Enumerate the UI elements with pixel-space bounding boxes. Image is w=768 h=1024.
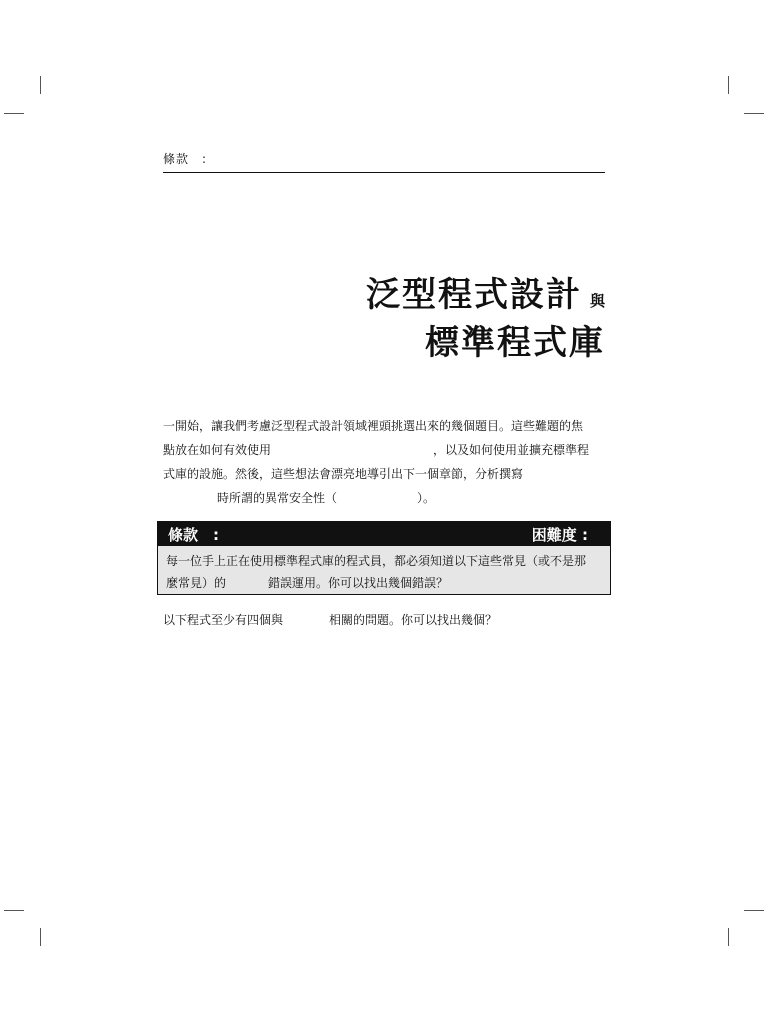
chapter-title-conjunction: 與 <box>589 292 605 310</box>
followup-paragraph <box>163 610 497 630</box>
item-box <box>157 521 611 595</box>
crop-mark-bottom-left-horizontal <box>4 910 24 911</box>
intro-line-2-start: 點放在如何有效使用 <box>163 443 272 457</box>
intro-line-2-end: ，以及如何使用並擴充標準程 <box>433 443 590 457</box>
crop-mark-top-right-vertical <box>728 76 729 94</box>
intro-paragraph <box>163 414 605 510</box>
difficulty-label: 困難度 : <box>531 525 588 544</box>
item-question <box>158 546 610 594</box>
crop-mark-top-left-vertical <box>40 76 41 94</box>
crop-mark-top-left-horizontal <box>4 113 24 114</box>
chapter-title <box>366 274 605 364</box>
chapter-title-line-1 <box>366 274 605 322</box>
followup-start: 以下程式至少有四個與 <box>163 613 284 627</box>
crop-mark-bottom-left-vertical <box>40 928 41 946</box>
crop-mark-bottom-right-vertical <box>728 928 729 946</box>
intro-line-4-start: 時所謂的異常安全性（ <box>217 491 338 505</box>
crop-mark-top-right-horizontal <box>744 113 764 114</box>
header-rule <box>163 172 605 173</box>
item-label: 條款 : <box>168 525 219 544</box>
intro-line-3: 式庫的設施。然後，這些想法會漂亮地導引出下一個章節，分析撰寫 <box>163 467 524 481</box>
chapter-title-main: 泛型程式設計 <box>365 275 582 315</box>
intro-line-4-end: ）。 <box>417 491 436 505</box>
item-question-line-2-end: 錯誤運用。你可以找出幾個錯誤？ <box>268 576 449 590</box>
item-question-line-2-start: 麼常見）的 <box>166 576 227 590</box>
chapter-title-line-2: 標準程式庫 <box>425 323 605 363</box>
intro-line-1: 一開始，讓我們考慮泛型程式設計領域裡頭挑選出來的幾個題目。這些難題的焦 <box>163 419 584 433</box>
intro-line-4 <box>163 486 605 510</box>
item-question-line-2 <box>166 572 602 594</box>
running-head: 條款 : <box>163 152 208 166</box>
intro-line-2 <box>163 438 605 462</box>
crop-mark-bottom-right-horizontal <box>744 910 764 911</box>
item-header <box>158 522 610 546</box>
followup-end: 相關的問題。你可以找出幾個？ <box>329 613 498 627</box>
item-question-line-1: 每一位手上正在使用標準程式庫的程式員，都必須知道以下這些常見（或不是那 <box>166 554 587 568</box>
